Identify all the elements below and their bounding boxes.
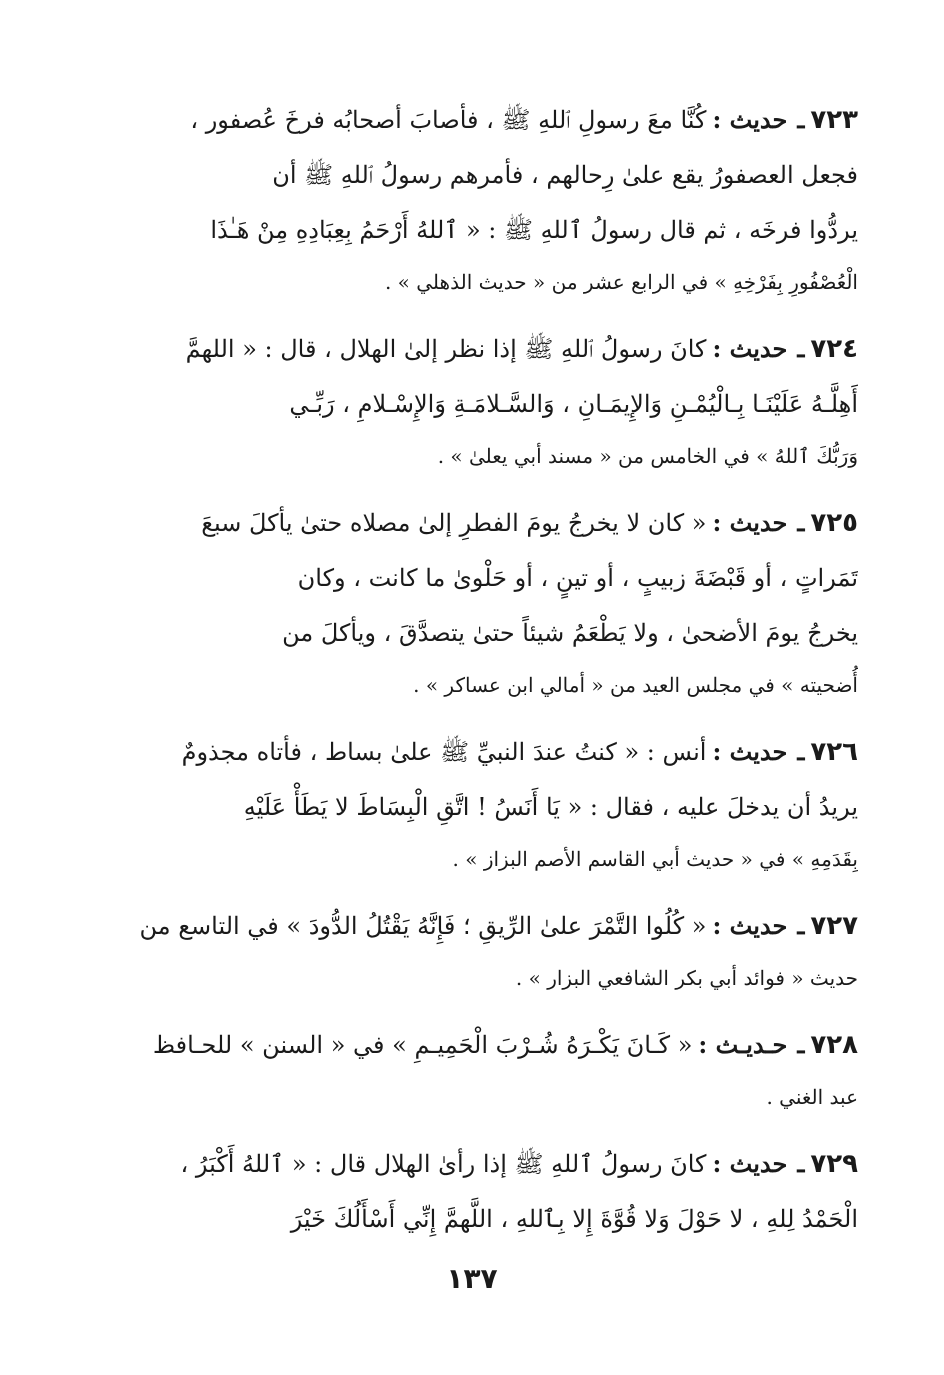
entry-line [100, 321, 858, 377]
entry-text: كُنَّا معَ رسولِ ٱللهِ ﷺ ، فأصابَ أصحابُه فرخَ عُصفور ، [190, 106, 707, 134]
entry-text: عبد الغني . [766, 1085, 858, 1109]
page-number: ١٣٧ [446, 1262, 498, 1295]
document-page [100, 92, 858, 1262]
entry-line [100, 377, 858, 432]
hadith-entry-726 [100, 724, 858, 883]
entry-line [100, 92, 858, 148]
hadith-entry-723 [100, 92, 858, 306]
entry-line [100, 606, 858, 661]
entry-line [100, 835, 858, 883]
entry-text: تَمَراتٍ ، أو قَبْضَةَ زبيبٍ ، أو تينٍ ، أو حَلْوىٰ ما كانت ، وكان [297, 564, 858, 592]
entry-text: أَهِلَّـهُ عَلَيْنَـا بِـالْيُمْـنِ وَالإِيمَـانِ ، وَالسَّـلامَـةِ وَالإِسْـلامِ ، رَبِّـي [289, 390, 858, 418]
entry-keyword: حديث : [712, 737, 788, 766]
entry-line [100, 495, 858, 551]
entry-text: الْحَمْدُ لِلهِ ، لا حَوْلَ وَلا قُوَّةَ إِلا بِٱللهِ ، اللَّهمَّ إِنِّي أَسْأَلُكَ خَيْرَ [290, 1205, 858, 1233]
entry-text: فجعل العصفورُ يقع علىٰ رِحالهم ، فأمرهم رسولُ ٱللهِ ﷺ أن [272, 161, 858, 189]
hadith-entry-725 [100, 495, 858, 709]
entry-keyword: حـديـث : [698, 1030, 788, 1059]
entry-keyword: حديث : [712, 508, 788, 537]
entry-line [100, 1073, 858, 1121]
entry-text: يريدُ أن يدخلَ عليه ، فقال : « يَا أَنَسُ ! اتَّقِ الْبِسَاطَ لا يَطَأْ عَلَيْهِ [243, 793, 858, 821]
entry-line [100, 724, 858, 780]
hadith-entry-727 [100, 898, 858, 1002]
entry-number: ٧٢٩ [810, 1149, 858, 1179]
entry-dash: ـ [797, 911, 805, 940]
hadith-entry-728 [100, 1017, 858, 1121]
entry-text: « كان لا يخرجُ يومَ الفطرِ إلىٰ مصلاه حتىٰ يأكلَ سبعَ [201, 509, 707, 537]
entry-line [100, 203, 858, 258]
hadith-entry-729 [100, 1136, 858, 1247]
entry-number: ٧٢٦ [810, 737, 858, 767]
entry-text: حديث « فوائد أبي بكر الشافعي البزار » . [515, 966, 858, 990]
entry-dash: ـ [797, 737, 805, 766]
entry-dash: ـ [797, 105, 805, 134]
entry-text: كانَ رسولُ ٱللهِ ﷺ إذا رأىٰ الهلال قال : « ٱللهُ أَكْبَرُ ، [180, 1150, 707, 1178]
entry-text: أُضحيته » في مجلس العيد من « أمالي ابن عساكر » . [413, 673, 858, 697]
entry-dash: ـ [797, 508, 805, 537]
entry-keyword: حديث : [712, 1149, 788, 1178]
entry-number: ٧٢٨ [810, 1030, 858, 1060]
hadith-entry-724 [100, 321, 858, 480]
entry-line [100, 661, 858, 709]
entry-dash: ـ [797, 334, 805, 363]
entry-number: ٧٢٧ [810, 911, 858, 941]
entry-line [100, 432, 858, 480]
entry-text: يخرجُ يومَ الأضحىٰ ، ولا يَطْعَمُ شيئاً حتىٰ يتصدَّقَ ، ويأكلَ من [282, 619, 858, 647]
entry-line [100, 780, 858, 835]
entry-text: وَرَبُّكَ ٱللهُ » في الخامس من « مسند أبي يعلىٰ » . [437, 444, 858, 468]
entry-number: ٧٢٥ [810, 508, 858, 538]
entry-line [100, 258, 858, 306]
entry-keyword: حديث : [712, 911, 788, 940]
entry-line [100, 1192, 858, 1247]
entry-number: ٧٢٣ [810, 105, 858, 135]
entry-number: ٧٢٤ [810, 334, 858, 364]
entry-text: « كُلُوا التَّمْرَ علىٰ الرِّيقِ ؛ فَإِنَّهُ يَقْتُلُ الدُّودَ » في التاسع من [139, 912, 707, 940]
entry-keyword: حديث : [712, 334, 788, 363]
entry-line [100, 898, 858, 954]
entry-keyword: حديث : [712, 105, 788, 134]
entry-dash: ـ [797, 1149, 805, 1178]
entry-line [100, 148, 858, 203]
entry-text: « كَـانَ يَكْـرَهُ شُـرْبَ الْحَمِيـمِ » في « السنن » للحـافظ [152, 1031, 693, 1059]
entry-dash: ـ [797, 1030, 805, 1059]
entry-line [100, 1017, 858, 1073]
entry-text: كانَ رسولُ ٱللهِ ﷺ إذا نظر إلىٰ الهلال ، قال : « اللهمَّ [185, 335, 707, 363]
entry-text: الْعُصْفُورِ بِفَرْخِهِ » في الرابع عشر من « حديث الذهلي » . [384, 270, 858, 294]
entry-line [100, 954, 858, 1002]
entry-text: بِقَدَمِهِ » في « حديث أبي القاسم الأصم البزاز » . [452, 847, 858, 871]
entry-line [100, 1136, 858, 1192]
entry-text: أنس : « كنتُ عندَ النبيِّ ﷺ علىٰ بساط ، فأتاه مجذومٌ [181, 738, 707, 766]
entry-text: يردُّوا فرخَه ، ثم قال رسولُ ٱللهِ ﷺ : « ٱللهُ أَرْحَمُ بِعِبَادِهِ مِنْ هَـٰذَا [210, 216, 858, 244]
entry-line [100, 551, 858, 606]
